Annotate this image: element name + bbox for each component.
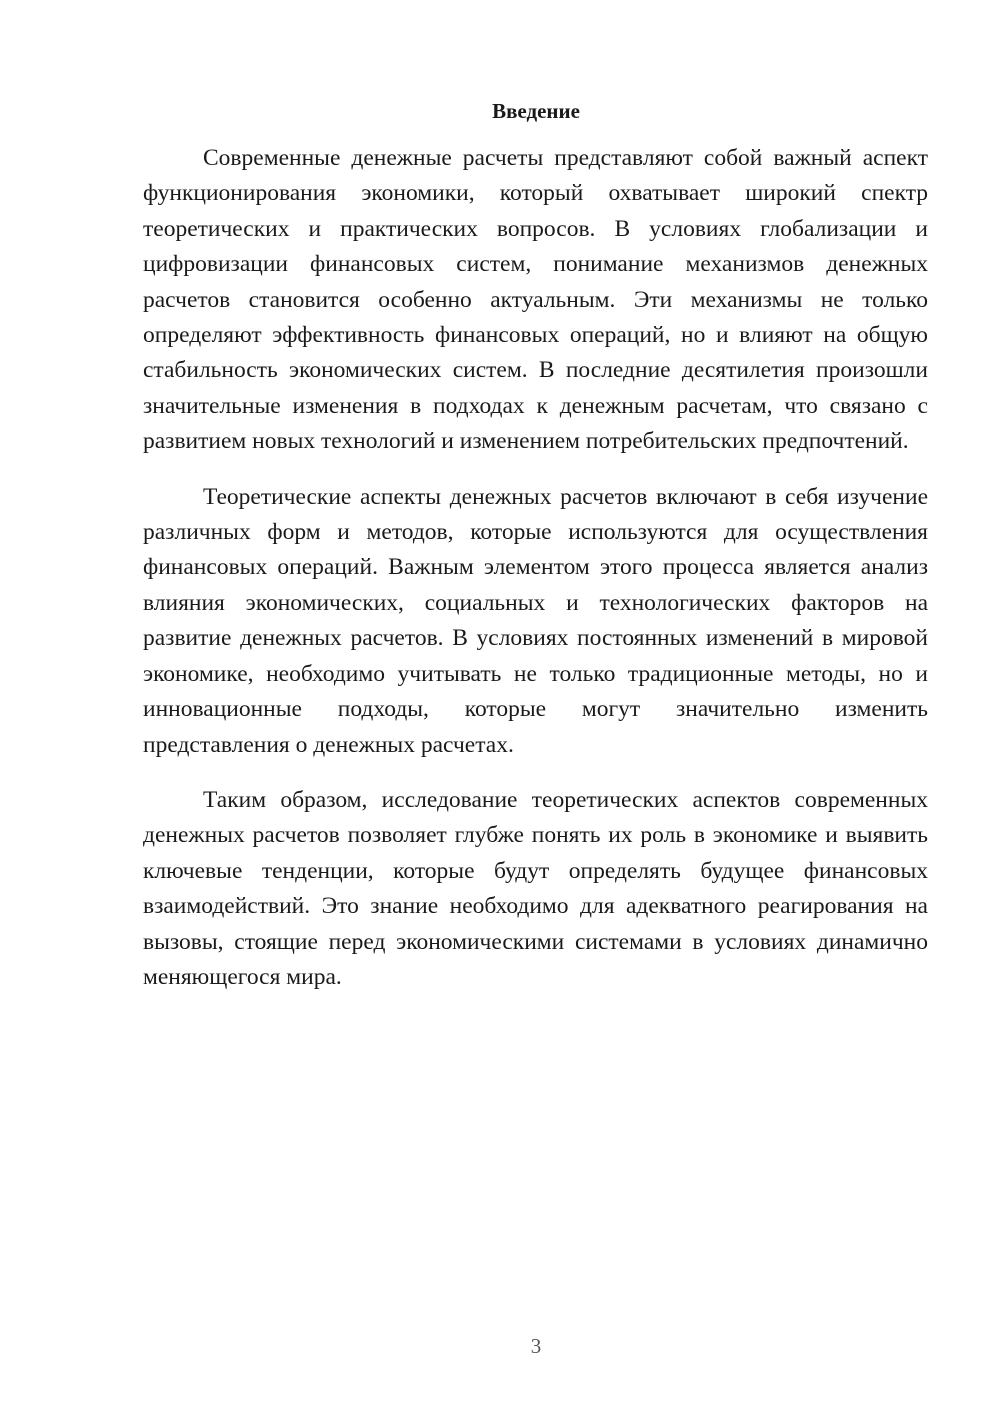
paragraph: Современные денежные расчеты представляют собой важный аспект функционирования экономики, который охватывает широкий спектр теоретических и практических вопросов. В условиях глобализации и цифровизации финансовых систем, понимание механизмов денежных расчетов становится особенно актуальным. Эти механизмы не только определяют эффективность финансовых операций, но и влияют на общую стабильность экономических систем. В последние десятилетия произошли значительные изменения в подходах к денежным расчетам, что связано с развитием новых технологий и изменением потребительских предпочтений. [143,145,928,455]
body-text [143,141,928,995]
page-number: 3 [530,1334,542,1358]
section-heading: Введение [492,99,580,123]
paragraph: Теоретические аспекты денежных расчетов включают в себя изучение различных форм и методов, которые используются для осуществления финансовых операций. Важным элементом этого процесса является анализ влияния экономических, социальных и технологических факторов на развитие денежных расчетов. В условиях постоянных изменений в мировой экономике, необходимо учитывать не только традиционные методы, но и инновационные подходы, которые могут значительно изменить представления о денежных расчетах. [143,483,928,758]
paragraph: Таким образом, исследование теоретических аспектов современных денежных расчетов позволяет глубже понять их роль в экономике и выявить ключевые тенденции, которые будут определять будущее финансовых взаимодействий. Это знание необходимо для адекватного реагирования на вызовы, стоящие перед экономическими системами в условиях динамично меняющегося мира. [143,786,928,990]
